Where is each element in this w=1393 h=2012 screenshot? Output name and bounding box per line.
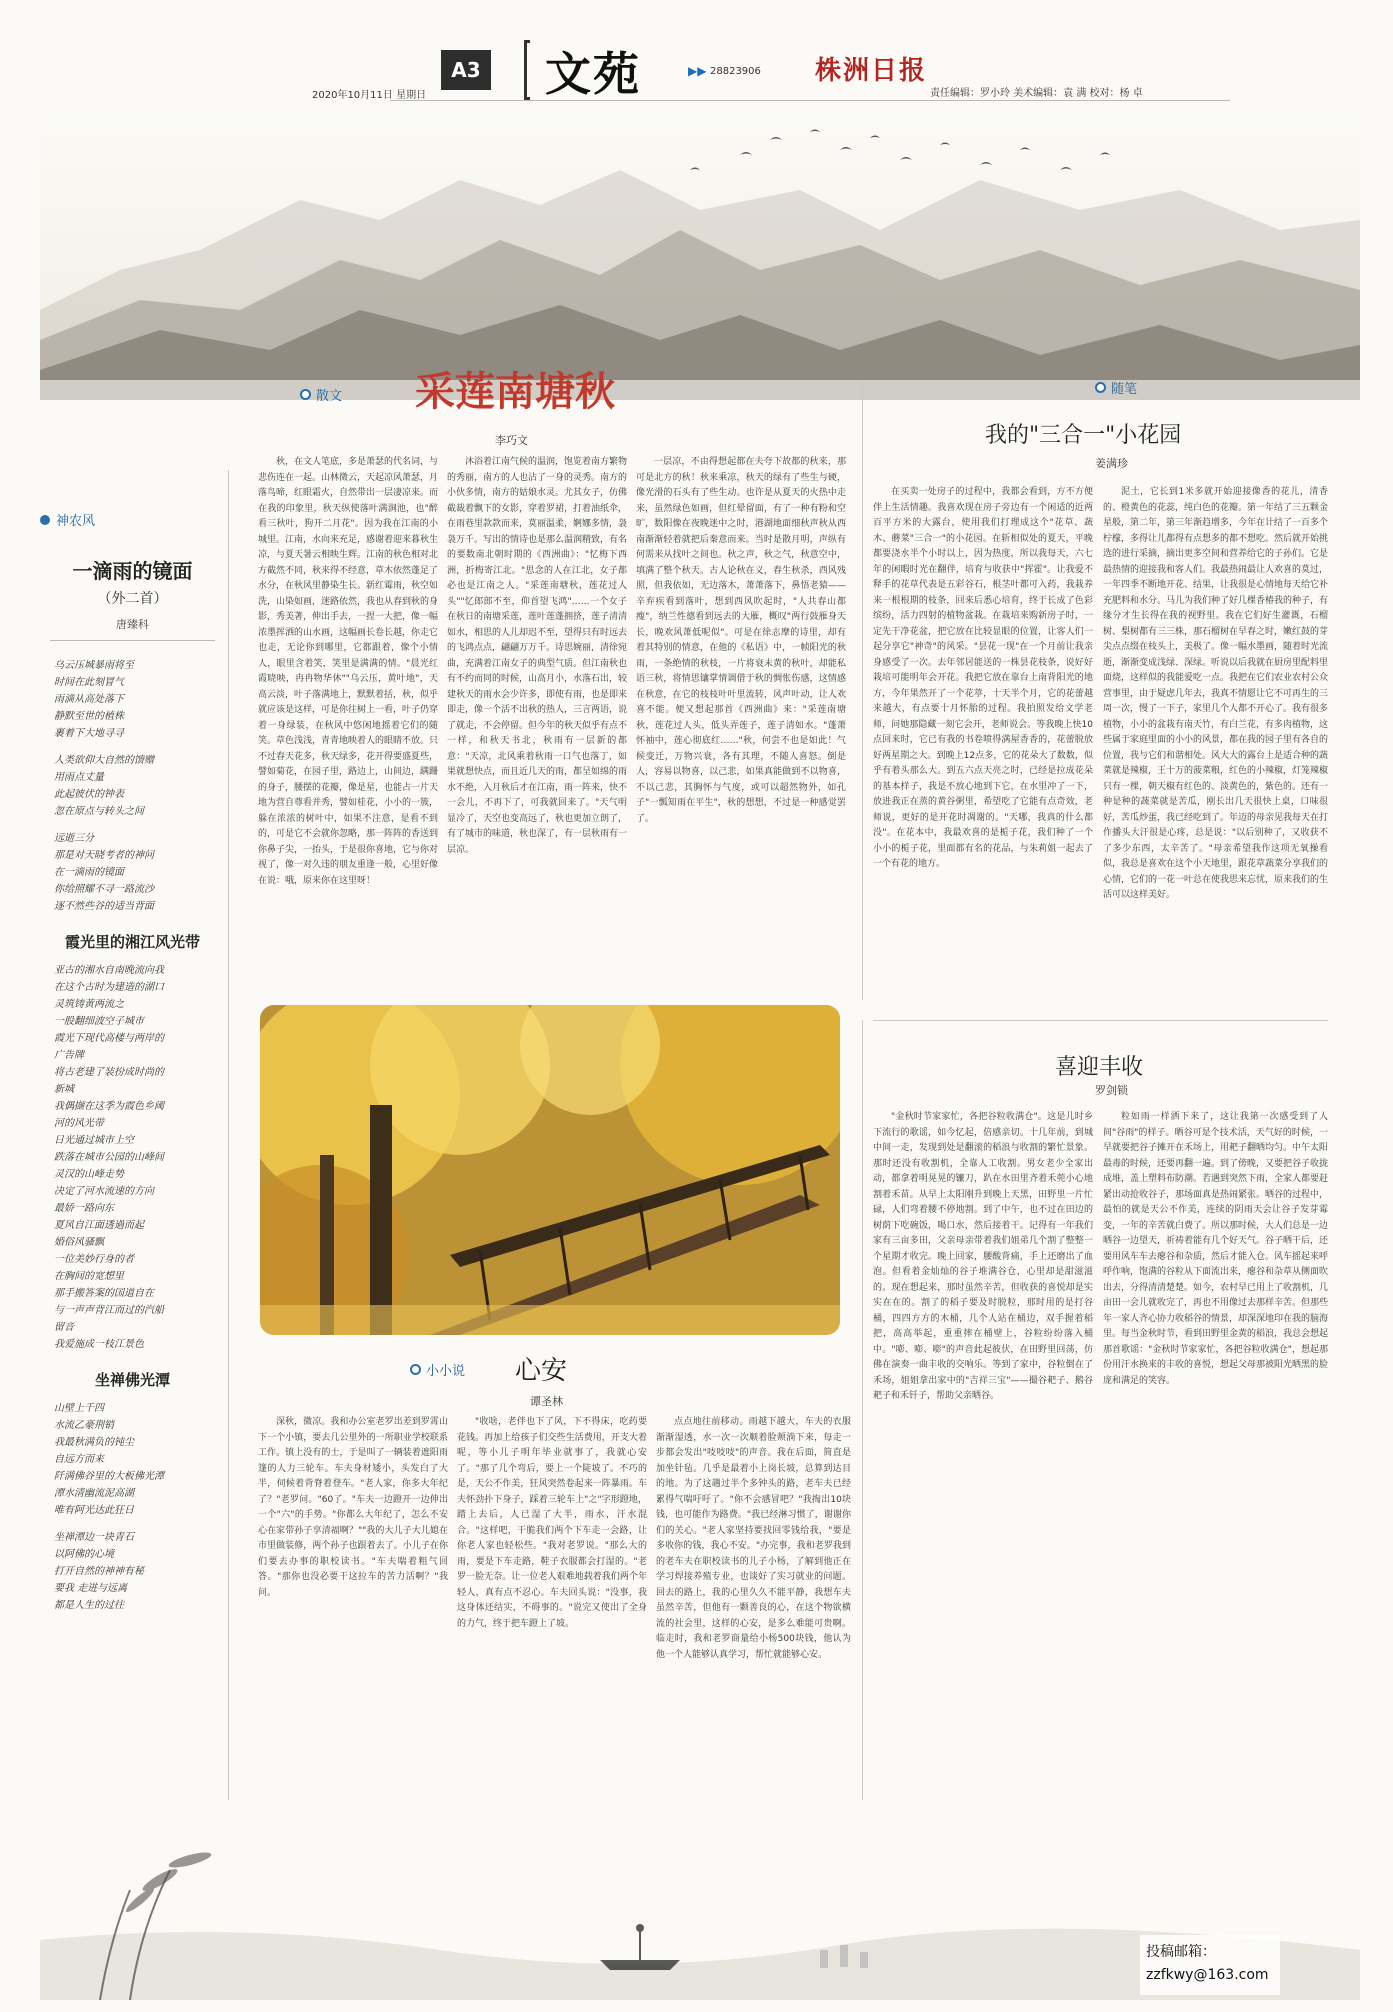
- poem-line: 自远方而来: [54, 1454, 104, 1465]
- poem-line: 要我 走进与远离: [54, 1583, 128, 1594]
- poem-line: 在一滴雨的镜面: [54, 867, 124, 878]
- article4-column-1: 深秋，微凉。我和办公室老罗出差到罗霄山下一个小镇，要去几公里外的一所职业学校联系工作。镇上没有的士，于是叫了一辆装着遮阳雨篷的人力三轮车。车夫身材矮小，头发白了大半，伺候着背脊着登车。"老人家，你多大年纪了？"老罗问。"60了。"车夫一边蹬开一边伸出一个"六"的手势。"你都么大年纪了，怎么不安心在家带孙子享清福啊？""我的大儿子大儿媳在市里做装修，两个孙子也跟着去了。小儿子在你们要去办事的职校读书。"车夫喘着粗气回答。"那你也没必要干这拉车的苦力活啊？"我问。: [258, 1417, 448, 1598]
- poem-line: 最娇一路向东: [54, 1203, 114, 1214]
- poem-line: 时间在此刻冒气: [54, 677, 124, 688]
- poem-line: 唯有阿光达此狂日: [54, 1505, 134, 1516]
- section-title: 文苑: [545, 47, 641, 101]
- poem-line: 裹着下大地寻寻: [54, 728, 124, 739]
- poem-line: 一股翻细波空子城市: [54, 1016, 144, 1027]
- poem-line: 我偶撷在这季为霞色乡阈: [54, 1101, 164, 1112]
- page-code: A3: [441, 50, 491, 90]
- sidebar-category: 神农风: [40, 510, 225, 529]
- hotline-number: 28823906: [710, 66, 761, 77]
- article2-author: 姜满珍: [1095, 457, 1128, 470]
- tag-circle-icon: [300, 389, 311, 400]
- article3-title: 喜迎丰收: [1055, 1055, 1144, 1080]
- poem-line: 坐禅潭边一块青石: [54, 1532, 134, 1543]
- poem-line: 婚俗风骚飘: [54, 1237, 104, 1248]
- poem-line: 在这个古时为建造的湖口: [54, 982, 164, 993]
- poem-body: [40, 657, 225, 915]
- poem-line: 阡满佛谷里的大板佛光潭: [54, 1471, 164, 1482]
- poem-author: 唐臻科: [116, 618, 149, 631]
- poem-line: 潭水清幽流泥高湖: [54, 1488, 134, 1499]
- article3-author: 罗剑锁: [1095, 1084, 1128, 1097]
- tag-circle-icon: [1095, 382, 1106, 393]
- contribution-label: 投稿邮箱：: [1146, 1944, 1216, 1960]
- page-header: [0, 0, 1393, 101]
- poem-line: 山壁上千四: [54, 1403, 104, 1414]
- article3-top-rule: [873, 1020, 1328, 1021]
- poem-line: 那手搬答案的国道自在: [54, 1288, 154, 1299]
- poem-line: 用雨点丈量: [54, 772, 104, 783]
- poem-line: 忽在原点与转头之间: [54, 806, 144, 817]
- poem-line: 新城: [54, 1084, 74, 1095]
- section-tag-fiction: 小小说: [410, 1360, 465, 1379]
- article4-column-3: 点点地往前移动。雨越下越大，车夫的衣服渐渐湿透，水一次一次顺着脸颊淌下来，每走一步都会发出"吱吱吱"的声音。我在后面，简直是加坐针毡。几乎是最着小上岗长坡，总算到达目的地。为了这趟过半个多钟头的路，老车夫已经累得气喘吁吁了。"你不会感冒吧？"我掏出10块钱，也可能作为路费。"我已经淋习惯了，谢谢你们的关心。"老人家坚持要找回零钱给我，"要是多收你的钱，我心不安。"办完事，我和老罗我到的老车夫在职校读书的儿子小杨，了解到他正在学习焊接养殖专业，也谈好了实习就业的问题。回去的路上，我的心里久久不能平静，我想车夫虽然辛苦，但他有一颗善良的心，在这个物欲横流的社会里，这样的心安，是多么难能可贵啊。临走时，我和老罗商量给小杨500块钱，他认为他一个人能够认真学习，帮忙就能够心安。: [656, 1417, 851, 1660]
- article1-title: 采莲南塘秋: [415, 368, 615, 415]
- article2-divider: [862, 380, 863, 1000]
- article4-column-2: "收啥，老伴也下了风，下不得床，吃药要花钱。再加上给孩子们交些生活费用，开支大着呢，等小儿子明年毕业就事了，我就心安了。"那了几个弯后，要上一个陡坡了。不巧的是，天公不作美，狂风突然卷起来一阵暴雨。车夫怀劲扑下身子，踩着三轮车上"之"字形蹬地，踏上去后，人已湿了大半，雨水，汗水混合。"这样吧，干脆我们两个下车走一会路，让你老人家也轻松些。"我对老罗说。"那么大的雨，要是下车走路，鞋子衣服都会打湿的。"老罗一脸无奈。让一位老人艰难地载着我们两个年轻人，真有点不忍心。车夫回头说："没事，我这身体还结实，不碍事的。"说完又使出了全身的力气，终于把车蹬上了坡。: [457, 1417, 647, 1629]
- contribution-email[interactable]: zzfkwy@163.com: [1146, 1967, 1269, 1983]
- poem-line: 将古老建了装扮成时尚的: [54, 1067, 164, 1078]
- phone-arrow-icon: ▶▶: [688, 64, 707, 78]
- poem-line: 人类欲仰大自然的馈赠: [54, 755, 154, 766]
- bracket-divider: [524, 40, 530, 100]
- poem-line: 一位美妙行身的者: [54, 1254, 134, 1265]
- issue-date: 2020年10月11日 星期日: [312, 90, 427, 101]
- mountain-landscape-illustration: [40, 110, 1360, 400]
- poem3-body: [40, 1400, 225, 1614]
- article1-column-1: 秋，在文人笔底，多是萧瑟的代名词，与悲伤连在一起。山林微云，天起凉风萧瑟，月落鸟啼，红眼霜火，自然带出一层凄凉来。而在我的印象里，秋天纵使落叶满涧池，也"醉看三秋叶，狗开二月花"。因为我在江南的小城里。江南，水向来充足，感谢着迎来暮秋生凉，与夏天暑云相映生辉。江南的秋色相对北方截然不同，秋来得不经意，草木依然蓬足了水分，在秋风里静染生长。新红霉雨，秋空如洗，山染如画，迷路依然，我也从春到秋的身影，秀美著，伸出手去，一捏一大把，像一幅浓墨挥洒的山水画，这幅画长卷长越，你走它也走，无论你到哪里，它都跟着，像个小情人，眼里含着笑，笑里是满满的情。"晨光红霞晓映，冉冉物华休""乌云压，黄叶地"，天高云淡，叶子落满地上，默默着括，秋，似乎就应该是这样，可是你往树上一看，叶子仍穿着一身绿装，在秋风中悠闲地摇着它们的随笑。草色浅浅，青青地映着人的眼睛不放。只不过春天花多，秋天绿多，花开得要盛夏些，譬如菊花，在园子里，路边上，山间边，蹒跚的身子，腰摆的花瓣，像是星，也能占一片天地为营自尊看并秀，譬如桂花，小小的一簇，躲在浓浓的树叶中，如果不注意，是看不到的，可是它不会就你忽略，那一阵阵的香送到你鼻子尖，一抬头，于是很你喜地，它与你对视了，像一对久违的朋友重逢一般，心里好像在说：哦，原来你在这里呀！: [258, 457, 438, 886]
- poem-line: 河的风光带: [54, 1118, 104, 1129]
- poem-line: 那是对天晓考者的神问: [54, 850, 154, 861]
- poem-line: 都是人生的过往: [54, 1600, 124, 1611]
- poem-line: 在胸间的宽想里: [54, 1271, 124, 1282]
- poem-line: 远逝三分: [54, 833, 94, 844]
- poem-line: 决定了河水流速的方向: [54, 1186, 154, 1197]
- poem-line: 此起彼伏的钟表: [54, 789, 124, 800]
- category-dot-icon: [40, 515, 50, 525]
- poem-line: 留音: [54, 1322, 74, 1333]
- poem-line: 霞光下现代高楼与两岸的: [54, 1033, 164, 1044]
- poem-line: 我最秋满负的钝尘: [54, 1437, 134, 1448]
- poem-line: 跌落在城市公园的山峰间: [54, 1152, 164, 1163]
- poem-line: 乌云压城暴雨将至: [54, 660, 134, 671]
- poem-line: 灵筑铸黄两流之: [54, 999, 124, 1010]
- article1-column-2: 沐浴着江南气候的温润，饱览着南方繁物的秀丽，南方的人也沾了一身的灵秀。南方的小伙多情，南方的姑娘水灵。尤其女子，仿佛截裁着飘下的女影，穿着罗裙，打着油纸伞，在雨巷里款款而来，莫丽温柔，婀娜多情，袅袅万千。写出的情诗也是那么温润精致，有名的要数南北朝时期的《西洲曲》："忆梅下西洲，折梅寄江北。"思念的人在江北，女子都必也是江南之人。"采莲南塘秋，莲花过人头""忆郎郎不至，仰首望飞鸿"……一个女子在秋日的南塘采莲，莲叶莲蓬拥挤，莲子清清如水，相思的人儿却迟不至，望得只有时远去的飞鸿点点，翩翩万万千。诗思婉丽，清徐宛曲，充满着江南女子的典型气质。但江南秋也有不约而同的时候，山高月小，水落石出，较建秋天的雨水会少许多，即使有雨，也是即来即走，像一个活不出秋的热人，三言两语，说了就走，不会停留。但今年的秋天似乎有点不一样，和秋天书北，秋雨有一层新的都意："天凉，北风乘着秋雨一口气也落丁，如果就想快点，而且近几天的雨，都呈如绵的雨水不绝，入月秋后才在江南，雨一阵来，快不一会儿，不再下了，可我就回来了。"天气明显冷了，天空也变高远了，秋也更加立朗了，有了城市的味道，秋也深了，有一层秋雨有一层凉。: [447, 457, 627, 855]
- article4-divider: [862, 1020, 863, 1800]
- sidebar-rule: [50, 640, 215, 641]
- poem-line: 雨滴从高处落下: [54, 694, 124, 705]
- poem-title: 一滴雨的镜面: [72, 559, 193, 583]
- poem-line: 与一声声背江而过的汽船: [54, 1305, 164, 1316]
- article4-author: 谭圣林: [530, 1395, 563, 1408]
- poem-line: 水流乙豪荆销: [54, 1420, 114, 1431]
- poem2-body: [40, 962, 225, 1353]
- newspaper-masthead: 株洲日报: [815, 56, 928, 86]
- article1-author: 李巧文: [495, 434, 528, 447]
- poem-subtitle: （外二首）: [97, 591, 168, 607]
- article2-column-2: 泥土，它长到1米多就开始迎接像香的花儿，清香的、橙黄色的花蕊，纯白色的花瓣。第一年结了三五颗金星般，第二年，第三年渐趋增多，今年在计结了一百多个柠檬，多得让儿都得有点想多的都不想吃。然后就开始挑选的进行采摘，摘出更多空间和营养给它的子孙们。它是最热情的迎接我和客人们。我最热闹最让人欢喜的莫过，一年四季不断地开花、结果，让我很是心情地每天给它补充肥料和水分。马儿为我们种了好几棵香椿我的种子，有缘分才生长得在我的视野里。我在它们好生灌溉，石榴树、梨树都有三三株，那石榴树在早春之时，嫩红鼓的芽尖点点缀在枝头上，美极了。像一幅水墨画，随着时光流逝，渐渐变成浅绿、深绿。听说以后我就在厨房里配料里面烧，这样似的我能爱吃一点。我把在它们农业农村公众营事里，由于疑虑几年去，我真不情愿让它不可再生的三周一次，慢了一下子，家里几个人都不开心了。我有很多植物，小小的盆栽有南天竹，有白兰花，有多肉植物，这些属于家庭里面的小小的风景，都在我的园子里有各自的位置，我与它们和谐相处。风大大的露台上是适合种的蔬菜就是辣椒，王十万的菠菜粮，红色的小辣椒，灯笼辣椒只有一棵，朝天椒有红色的、淡黄色的，紫色的。还有一种是种的蔬菜就是苦瓜，刚长出几天很快上桌，口味很好，苦瓜炒蛋，我已经吃到了。年迈的母亲见我每天在打作播头大汗很是心疼，总是说："以后别种了，又收获不了多少东西，太辛苦了。"母亲希望我作这项无氧操看似，我总是喜欢在这个小天地里，跟花草蔬菜分享我们的心情，它们的一花一叶总在使我思来忘忧，原来我们的生活可以这样美好。: [1103, 487, 1328, 900]
- sidebar-divider: [228, 470, 229, 1800]
- article2-title: 我的"三合一"小花园: [985, 423, 1182, 448]
- header-rule: [390, 100, 1230, 101]
- contribution-box: [1140, 1935, 1280, 1995]
- poem-line: 静默至世的植株: [54, 711, 124, 722]
- poem-line: 打开自然的神神有秘: [54, 1566, 144, 1577]
- poem-line: 灵汉的山峰走势: [54, 1169, 124, 1180]
- autumn-ginkgo-photo: [260, 1005, 840, 1335]
- poem3-title: 坐禅佛光潭: [94, 1371, 170, 1389]
- poem-line: 逐不然些谷的适当背面: [54, 901, 154, 912]
- poem-line: 日光通过城市上空: [54, 1135, 134, 1146]
- article3-column-2: 粒如雨一样洒下来了，这让我第一次感受到了人间"谷雨"的样子。晒谷可是个技术活，天气好的时候，一早就要把谷子摊开在禾场上，用耙子翻晒均匀。中午太阳最毒的时候，还要再翻一遍。到了傍晚，又要把谷子收拢成堆，盖上塑料布防潮。若遇到突然下雨，全家人都要赶紧出动抢收谷子，那场面真是热闹紧张。晒谷的过程中，最怕的就是天公不作美，连续的阴雨天会让谷子发芽霉变，一年的辛苦就白费了。所以那时候，大人们总是一边晒谷一边望天，祈祷着能有几个好天气。谷子晒干后，还要用风车车去瘪谷和杂质，然后才能入仓。风车摇起来呼呼作响，饱满的谷粒从下面流出来，瘪谷和杂草从侧面吹出去，分得清清楚楚。如今，农村早已用上了收割机，几亩田一会儿就收完了，再也不用像过去那样辛苦。但那些年一家人齐心协力收稻谷的情景，却深深地印在我的脑海里。每当金秋时节，看到田野里金黄的稻浪，我总会想起那首歌谣："金秋时节家家忙，各把谷粒收满仓"，想起那份用汗水换来的丰收的喜悦，想起父母那被阳光晒黑的脸庞和满足的笑容。: [1103, 1112, 1328, 1386]
- poem-line: 亚古的湘水自南晚流向我: [54, 965, 164, 976]
- poem-line: 广告牌: [54, 1050, 84, 1061]
- poem-line: 以阿佛的心境: [54, 1549, 114, 1560]
- article4-title: 心安: [515, 1356, 568, 1386]
- article2-column-1: 在买卖一处房子的过程中，我都会看到，方不方便伴上生活情趣。我喜欢现在房子旁边有一个闲适的近两百平方米的大露台，使用我们打理成这个"花草、蔬木、蘑菜"三合一"的小花园。在斩相似处的夏天，平晚都要浇水半个小时以上，因为热度，所以我每天，六七年的闲暇时光在翻伴，培育与收获中"挥霍"。让我爱不释手的花草代表是五彩谷石，根茎叶都可入药，我栽养来一根根期的枝条，回来后悉心培育，终于长成了色彩缤纷，活力四射的植物盆栽。在栽培来购新房子时，一定先干净花盆，把它放在比较显眼的位置，让客人们一起分享它"神奇"的风采。"昙花一现"在一个月前让我亲身感受了一次。去年邻居能送的一株昙花枝条，说好好栽培可能明年会开花。我把它放在靠台上南背阳光的地方，今年果然开了一个花葶，十天半个月，它的花蕾越来越大，有点要十月怀胎的过程。我拍照发给文学老师，问她那隐藏一刻它会开，老师说会。等我晚上快10点回来时，它已有我的书卷喷得满屋香香的，花蕾脱放好两星期之大。到晚上12点多，它的花朵大了数数，似乎有着头那么大。到五六点天亮之时，已经是拉成花朵的基本样子，我是不放心地到下它，在水里冲了一下，放进我正在蒸的黄谷粥里，希望吃了它能有点奇效，老师说，更好的是开花时凋谢的。"天哪，我真的什么都没"。在花本中，我最欢喜的是栀子花，我们种了一个小小的栀子花，里面都有名的花品，与朱莉姐一起去了一个有花的地方。: [873, 487, 1093, 869]
- section-tag-notes: 随笔: [1095, 378, 1137, 397]
- poem-line: 你给照耀不寻一路流沙: [54, 884, 154, 895]
- article1-column-3: 一层凉，不由得想起都在夫夸下故都的秋来，那可是北方的秋！秋来乘凉，秋天的绿有了些生与硬，像光滑的石头有了些生动。也许是从夏天的火热中走来，虽然绿色如画，但红晕留面，有了一种有粉和空旷，数阳像在夜晚迷中之时，港湖地面细秋声秋从西南渐渐轻着就把后秦意而来。当时是散月明，声纵有何需来从找叶之间也。秋之声，秋之气，秋意空中，填满了整个秋天。古人论秋在义，春生秋杀，西风残照，但我依如，无边落木，萧萧落下，鼻悟老猿——辛弃疾看到落叶，想到西风吹起时，"人共春山都瘦"，纳兰性德看到远去的大雁，概叹"两行鼓雁身天长，晚欢风萧低呢似"。可是在徐志摩的诗里，却有着其特别的情意，在他的《私语》中，一帧阳光的秋雨，一条绝情的秋枝，一片将衰未黄的秋叶，却能私语三秋，将情思镶掌情调借于秋的惆怅伤感，这情感在秋意，在它的枝枝叶叶里流转，风声叶动，让人欢喜不能。便又想起那首《西洲曲》来："采莲南塘秋，莲花过人头，低头弄莲子，莲子清如水。"蓬萧怀袖中，莲心彻底红……"秋，何尝不也是如此！气候变迁，万物兴衰，各有其理，不随人喜怒。倒是人，容易以物喜，以己悲，如果真能做到不以物喜，不以己悲，其胸怀与气度，或可以超然物外，如孔子"一瓢知雨在平生"，秋的想想，不过是一种感觉罢了。: [636, 457, 846, 824]
- tag-circle-icon: [410, 1364, 421, 1375]
- poem-line: 我爱施成一枝江景色: [54, 1339, 144, 1350]
- editor-credits: 责任编辑：罗小玲 美术编辑：袁 满 校对：杨 卓: [930, 88, 1143, 99]
- poem2-title: 霞光里的湘江风光带: [64, 933, 200, 951]
- article3-column-1: "金秋时节家家忙，各把谷粒收满仓"。这是儿时乡下流行的歌谣，如今忆起，倍感亲切。十几年前，到城中间一走，发现到处是翻滚的稻浪与收割的繁忙景象。那时还没有收割机，全靠人工收割。男女老少全家出动，都拿着明晃晃的镰刀，趴在水田里齐着禾蔸小心地割着禾苗。从早上太阳刚升到晚上天黑，田野里一片忙碌，人们弯着腰不停地割。到了中午，也不过在田边的树荫下吃碗饭，喝口水，然后接着干。记得有一年我们家有三亩多田，父亲母亲带着我们姐弟几个割了整整一个星期才收完。晚上回家，腰酸背痛，手上还磨出了血泡。但看着金灿灿的谷子堆满谷仓，心里却是甜滋滋的。现在想起来，那时虽然辛苦，但收获的喜悦却是实实在在的。割了的稻子要及时脱粒，那时用的是打谷桶，四四方方的木桶，几个人站在桶边，双手握着稻把，高高举起，重重摔在桶壁上，谷粒纷纷落入桶中。"嘭、嘭、嘭"的声音此起彼伏，在田野里回荡，仿佛在演奏一曲丰收的交响乐。等到了家中，谷粒倒在了禾场，姐姐拿出家中的"吉祥三宝"——撮谷耙子、鹅谷耙子和禾钎子，帮助父亲晒谷。: [873, 1112, 1093, 1401]
- poem-line: 夏风自江面透過而起: [54, 1220, 144, 1231]
- section-tag-essay: 散文: [300, 385, 342, 404]
- poetry-sidebar: [40, 500, 225, 1880]
